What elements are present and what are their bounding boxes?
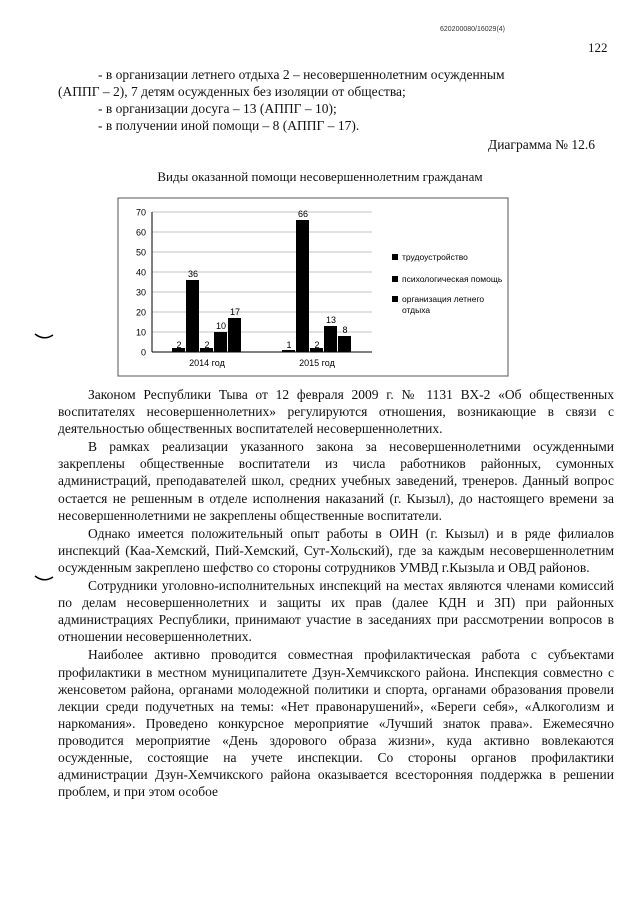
bar (282, 350, 295, 352)
data-label: 1 (286, 340, 292, 350)
text-line: (АППГ – 2), 7 детям осужденных без изоляции от общества; (58, 84, 406, 99)
top-text-block (58, 66, 612, 134)
legend-swatch (392, 254, 398, 260)
bar (338, 336, 351, 352)
text-line: - в организации летнего отдыха 2 – несовершеннолетним осужденным (98, 67, 505, 82)
bar (228, 318, 241, 352)
y-tick-label: 50 (135, 247, 146, 258)
legend-label: психологическая помощь (402, 274, 503, 284)
margin-mark (34, 332, 54, 342)
margin-mark (34, 574, 54, 584)
y-tick-label: 20 (135, 307, 146, 318)
page-number: 122 (588, 40, 608, 55)
legend-label: трудоустройство (402, 252, 468, 262)
legend-swatch (392, 276, 398, 282)
data-label: 8 (342, 325, 348, 335)
data-label: 66 (297, 209, 309, 219)
paragraph: Сотрудники уголовно-исполнительных инспекций на местах являются членами комиссий по делам несовершеннолетних и защиты их прав (далее КДН и ЗП) при районных администрациях Республики, принимают участие в заседаниях при рассмотрении вопросов в отношении несовершеннолетних. (58, 578, 614, 645)
bar (186, 280, 199, 352)
y-tick-label: 10 (135, 327, 146, 338)
text-line: - в организации досуга – 13 (АППГ – 10); (98, 101, 337, 116)
text-line: - в получении иной помощи – 8 (АППГ – 17). (98, 118, 360, 133)
chart-title: Виды оказанной помощи несовершеннолетним гражданам (157, 169, 483, 184)
data-label: 36 (187, 269, 199, 279)
data-label: 17 (229, 307, 241, 317)
x-tick-label: 2014 год (189, 358, 225, 368)
paragraph: Законом Республики Тыва от 12 февраля 2009 г. № 1131 ВХ-2 «Об общественных воспитателях несовершеннолетних» регулируются отношения, возникающие в связи с деятельностью общественных воспитателей несовершеннолетних. (58, 387, 614, 437)
diagram-number: Диаграмма № 12.6 (488, 137, 595, 152)
body-text (58, 386, 614, 801)
data-label: 2 (204, 340, 210, 350)
y-tick-label: 0 (140, 347, 146, 358)
data-label: 2 (176, 340, 182, 350)
y-tick-label: 30 (135, 287, 146, 298)
paragraph: Наиболее активно проводится совместная профилактическая работа с субъектами профилактики в местном муниципалитете Дзун-Хемчикского района. Инспекция совместно с женсоветом района, органами молодежной политики и спорта, органами образования провели лекции среди подучетных на темы: «Нет правонарушений», «Береги себя», «Алкоголизм и наркомания». Проведено конкурсное мероприятие «Лучший знаток права». Ежемесячно проводится мероприятие «День здорового образа жизни», куда активно вовлекаются осужденные, состоящие на учете инспекции. Со стороны органов профилактики администрации Дзун-Хемчикского района оказывается всесторонняя поддержка в решении проблем, и при этом особое (58, 647, 614, 800)
bar (324, 326, 337, 352)
bar (214, 332, 227, 352)
y-tick-label: 40 (135, 267, 146, 278)
y-tick-label: 70 (135, 207, 146, 218)
document-code: 620200080/16029(4) (440, 26, 506, 33)
paragraph: В рамках реализации указанного закона за несовершеннолетними осужденными закреплены общественные воспитатели из числа работников районных, сумонных администраций, преподавателей школ, средних учебных заведений, тренеров. Данный вопрос остается не решенным в отделе исполнения наказаний (г. Кызыл), до настоящего времени за несовершеннолетними не закреплены общественные воспитатели. (58, 439, 614, 523)
legend-label: организация летнего отдыха (402, 294, 485, 315)
data-label: 13 (325, 315, 337, 325)
paragraph: Однако имеется положительный опыт работы в ОИН (г. Кызыл) и в ряде филиалов инспекций (Каа-Хемский, Пий-Хемский, Сут-Хольский), где за каждым несовершеннолетним осужденным закреплено шефство со стороны сотрудников УМВД г.Кызыла и ОВД районов. (58, 525, 614, 575)
y-tick-label: 60 (135, 227, 146, 238)
x-tick-label: 2015 год (299, 358, 335, 368)
data-label: 2 (314, 340, 320, 350)
bar-chart (0, 190, 640, 390)
legend-swatch (392, 296, 398, 302)
bar (296, 220, 309, 352)
data-label: 10 (215, 321, 227, 331)
